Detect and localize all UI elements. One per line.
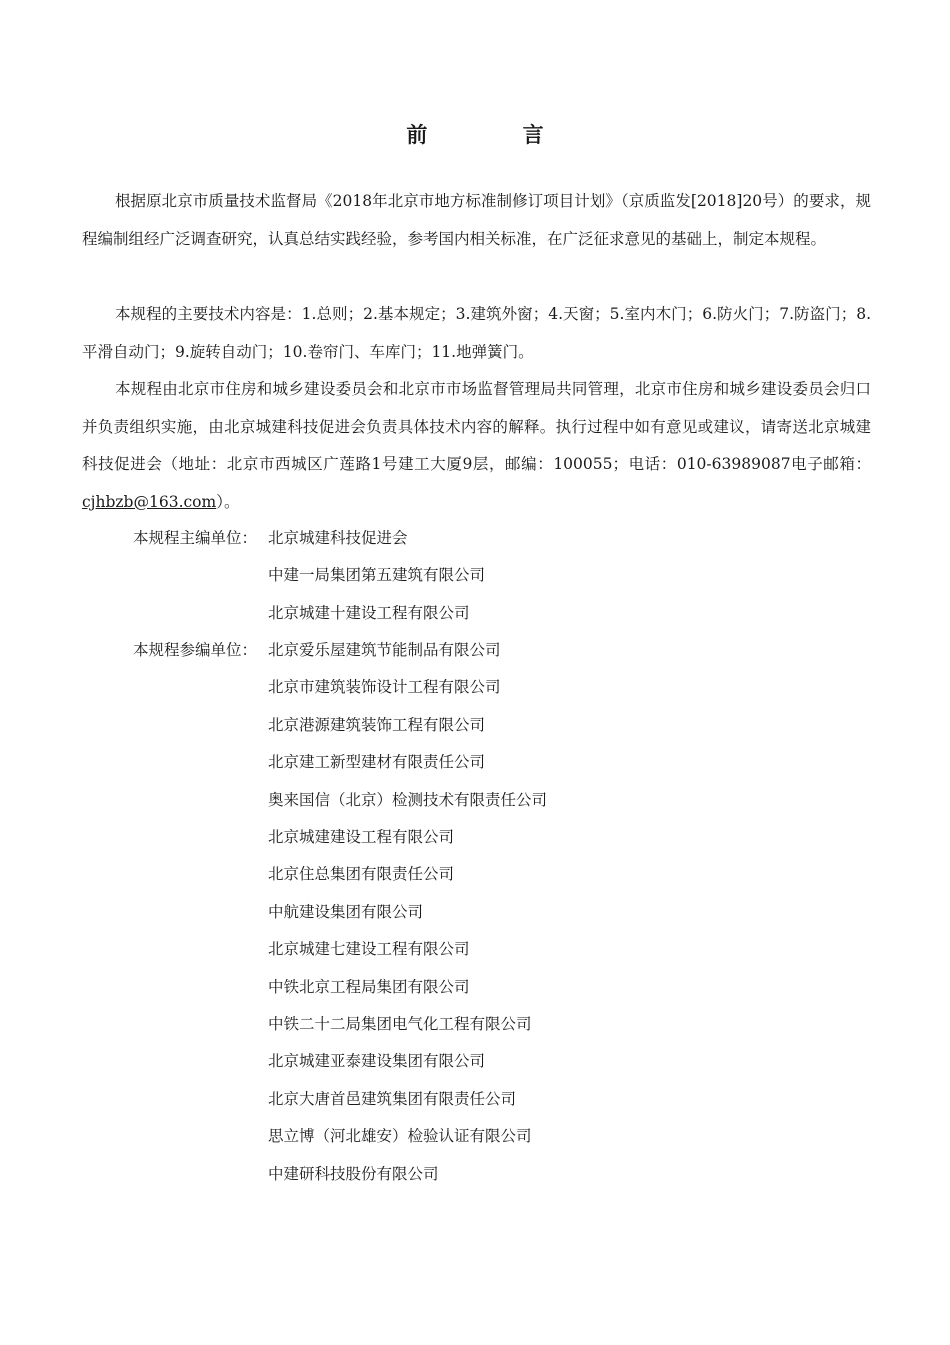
org-name: 北京大唐首邑建筑集团有限责任公司 [268, 1089, 517, 1108]
org-row [133, 1118, 547, 1155]
org-row [133, 632, 547, 669]
participants-section [133, 632, 547, 1193]
org-name: 中铁北京工程局集团有限公司 [268, 977, 470, 996]
org-name: 中铁二十二局集团电气化工程有限公司 [268, 1015, 532, 1034]
org-name: 中建研科技股份有限公司 [268, 1164, 439, 1183]
org-row [133, 819, 547, 856]
org-row [133, 1006, 547, 1043]
chief-editor-section [133, 520, 485, 632]
chief-editor-label: 本规程主编单位： [133, 529, 258, 547]
org-name: 中建一局集团第五建筑有限公司 [268, 566, 486, 585]
email-link[interactable]: cjhbzb@163.com [82, 492, 217, 511]
participants-label: 本规程参编单位： [133, 641, 258, 659]
org-name: 思立博（河北雄安）检验认证有限公司 [268, 1127, 532, 1146]
org-row [133, 1156, 547, 1193]
org-row [133, 856, 547, 893]
org-name: 北京建工新型建材有限责任公司 [268, 753, 486, 772]
management-text: 本规程由北京市住房和城乡建设委员会和北京市市场监督管理局共同管理，北京市住房和城乡建设委员会归口并负责组织实施，由北京城建科技促进会负责具体技术内容的解释。执行过程中如有意见或建议，请寄送北京城建科技促进会（地址：北京市西城区广莲路1号建工大厦9层，邮编：100055；电话：010-63989087电子邮箱： [82, 380, 871, 473]
org-name: 北京住总集团有限责任公司 [268, 865, 455, 884]
page-title: 前 言 [406, 122, 588, 147]
org-name: 北京城建七建设工程有限公司 [268, 940, 470, 959]
org-name: 北京城建亚泰建设集团有限公司 [268, 1052, 486, 1071]
org-row [133, 595, 485, 632]
paragraph-basis [82, 183, 871, 258]
org-name: 北京城建建设工程有限公司 [268, 828, 455, 847]
paragraph-management-text [82, 371, 871, 521]
org-row [133, 707, 547, 744]
org-row [133, 1043, 547, 1080]
org-name: 北京市建筑装饰设计工程有限公司 [268, 678, 501, 697]
org-name: 奥来国信（北京）检测技术有限责任公司 [268, 790, 548, 809]
org-row [133, 520, 485, 557]
paragraph-content [82, 296, 871, 371]
org-row [133, 744, 547, 781]
org-row [133, 557, 485, 594]
org-row [133, 782, 547, 819]
management-suffix: ）。 [216, 492, 240, 511]
org-row [133, 894, 547, 931]
org-row [133, 1081, 547, 1118]
paragraph-content-text: 本规程的主要技术内容是：1.总则；2.基本规定；3.建筑外窗；4.天窗；5.室内木门；6.防火门；7.防盗门；8.平滑自动门；9.旋转自动门；10.卷帘门、车库门；11.地弹簧门。 [82, 305, 871, 361]
org-name: 北京爱乐屋建筑节能制品有限公司 [268, 641, 501, 659]
org-row [133, 969, 547, 1006]
paragraph-management [82, 371, 871, 521]
org-name: 中航建设集团有限公司 [268, 902, 424, 921]
org-name: 北京港源建筑装饰工程有限公司 [268, 715, 486, 734]
org-row [133, 931, 547, 968]
org-name: 北京城建十建设工程有限公司 [268, 603, 470, 622]
org-name: 北京城建科技促进会 [268, 529, 408, 547]
paragraph-basis-text: 根据原北京市质量技术监督局《2018年北京市地方标准制修订项目计划》（京质监发[2018]20号）的要求，规程编制组经广泛调查研究，认真总结实践经验，参考国内相关标准，在广泛征求意见的基础上，制定本规程。 [82, 192, 871, 248]
org-row [133, 669, 547, 706]
